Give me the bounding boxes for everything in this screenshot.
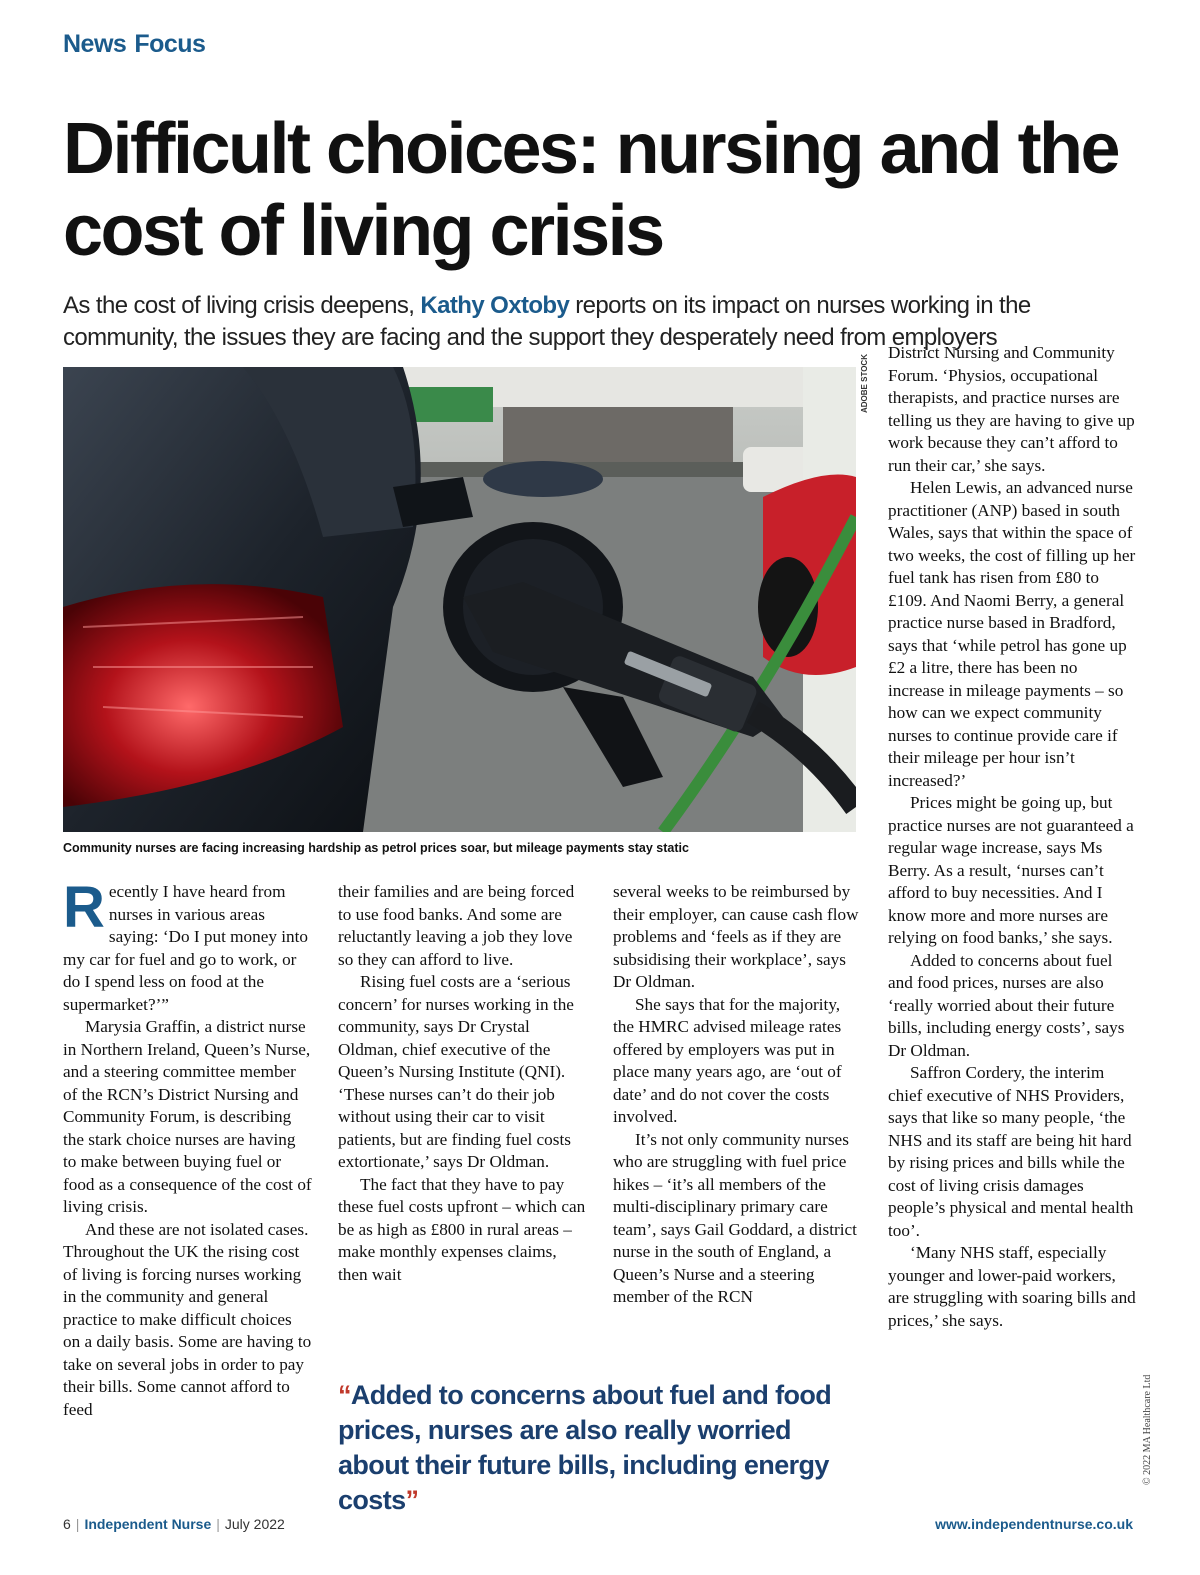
standfirst-after: reports on its impact on nurses working in the community, the issues they are facing and the support they desperately need from employers xyxy=(63,292,1031,351)
body-paragraph: Saffron Cordery, the interim chief executive of NHS Providers, says that like so many people, ‘the NHS and its staff are being hit hard by rising prices and bills while the cost of living crisis damages people’s physical and mental health too’. xyxy=(888,1063,1134,1240)
body-column-4 xyxy=(888,342,1138,1332)
footer-divider: | xyxy=(75,1516,80,1532)
issue-date: July 2022 xyxy=(224,1516,285,1532)
pull-quote-text: Added to concerns about fuel and food prices, nurses are also really worried about their future bills, including energy costs xyxy=(338,1380,832,1515)
publication-name: Independent Nurse xyxy=(84,1516,212,1532)
body-paragraph: Recently I have heard from nurses in various areas saying: ‘Do I put money into my car for fuel and go to work, or do I spend less on food at the supermarket?’” xyxy=(63,875,308,1014)
fuel-pump-photo xyxy=(63,367,856,832)
headline: Difficult choices: nursing and the cost of living crisis xyxy=(63,109,1119,271)
body-paragraph: She says that for the majority, the HMRC advised mileage rates offered by employers was put in place many years ago, are ‘out of date’ and do not cover the costs involved. xyxy=(613,994,842,1126)
body-paragraph: their families and are being forced to use food banks. And some are reluctantly leaving a job they love so they can afford to live. xyxy=(338,882,575,969)
drop-cap: R xyxy=(63,875,105,940)
footer-folio xyxy=(63,1516,285,1532)
pull-quote xyxy=(338,1378,858,1518)
open-quote-mark: “ xyxy=(338,1380,351,1410)
copyright-notice: © 2022 MA Healthcare Ltd xyxy=(1142,1374,1153,1485)
body-paragraph: several weeks to be reimbursed by their employer, can cause cash flow problems and ‘feels as if they are subsidising their workplace’, says Dr Oldman. xyxy=(613,882,859,991)
body-paragraph: Added to concerns about fuel and food prices, nurses are also ‘really worried about their future bills, including energy costs’, says Dr Oldman. xyxy=(888,950,1125,1060)
body-paragraph: And these are not isolated cases. Throughout the UK the rising cost of living is forcing nurses working in the community and general practice to make difficult choices on a daily basis. Some are having to take on several jobs in order to pay their bills. Some cannot afford to feed xyxy=(63,1219,312,1419)
website-link[interactable]: www.independentnurse.co.uk xyxy=(935,1516,1133,1532)
body-paragraph: The fact that they have to pay these fuel costs upfront – which can be as high as £800 in rural areas –make monthly expenses claims, then wait xyxy=(338,1174,586,1284)
section-label xyxy=(63,30,213,59)
body-column-3 xyxy=(613,881,863,1309)
body-column-2 xyxy=(338,881,588,1286)
body-paragraph: ‘Many NHS staff, especially younger and lower-paid workers, are struggling with soaring bills and prices,’ she says. xyxy=(888,1243,1136,1330)
body-paragraph: District Nursing and Community Forum. ‘Physios, occupational therapists, and practice nurses are telling us they are having to give up work because they can’t afford to run their car,’ she says. xyxy=(888,343,1135,475)
body-paragraph: Marysia Graffin, a district nurse in Northern Ireland, Queen’s Nurse, and a steering committee member of the RCN’s District Nursing and Community Forum, is describing the stark choice nurses are having to make between buying fuel or food as a consequence of the cost of living crisis. xyxy=(63,1017,312,1216)
page-number: 6 xyxy=(63,1516,71,1532)
photo-credit: ADOBE STOCK xyxy=(860,354,869,413)
close-quote-mark: ” xyxy=(405,1485,419,1515)
footer-divider: | xyxy=(216,1516,220,1532)
body-paragraph: Prices might be going up, but practice nurses are not guaranteed a regular wage increase, says Ms Berry. As a result, ‘nurses can’t afford to buy necessities. And I know more and more nurses are relying on food banks,’ she says. xyxy=(888,793,1134,947)
body-paragraph: Helen Lewis, an advanced nurse practitioner (ANP) based in south Wales, says that within the space of two weeks, the cost of filling up her fuel tank has risen from £80 to £109. And Naomi Berry, a general practice nurse based in Bradford, says that ‘while petrol has gone up £2 a litre, there has been no increase in mileage payments – so how can we expect community nurses to continue provide care if their mileage per hour isn’t increased?’ xyxy=(888,478,1136,790)
standfirst-before: As the cost of living crisis deepens, xyxy=(63,292,421,319)
section-secondary: Focus xyxy=(134,30,206,58)
body-paragraph: It’s not only community nurses who are struggling with fuel price hikes – ‘it’s all members of the multi-disciplinary primary care team’, says Gail Goddard, a district nurse in the south of England, a Queen’s Nurse and a steering member of the RCN xyxy=(613,1129,857,1306)
page-footer xyxy=(63,1516,1133,1538)
body-column-1 xyxy=(63,875,313,1421)
photo-caption: Community nurses are facing increasing hardship as petrol prices soar, but mileage payments stay static xyxy=(63,841,689,855)
author-name: Kathy Oxtoby xyxy=(420,292,570,319)
section-primary: News xyxy=(63,30,127,58)
body-paragraph: Rising fuel costs are a ‘serious concern’ for nurses working in the community, says Dr Crystal Oldman, chief executive of the Queen’s Nursing Institute (QNI). ‘These nurses can’t do their job without using their car to visit patients, but are finding fuel costs extortionate,’ says Dr Oldman. xyxy=(338,972,574,1171)
